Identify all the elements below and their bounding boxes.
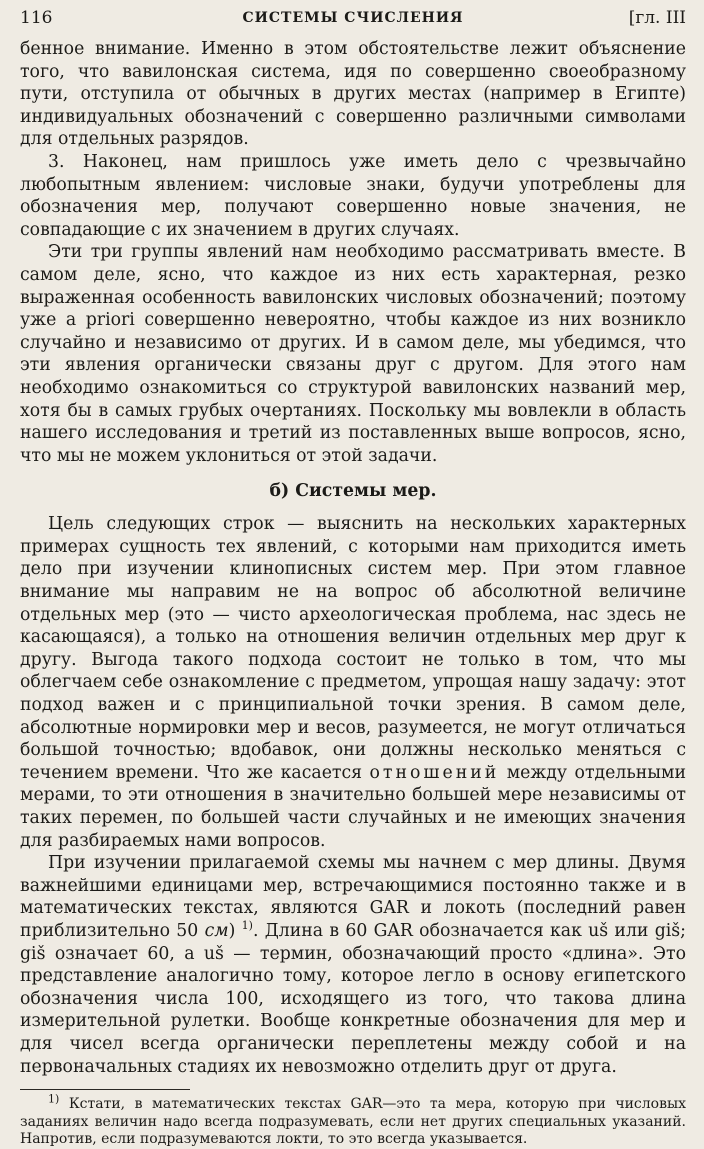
paragraph-purpose — [20, 513, 686, 852]
paragraph-purpose-text-end: между отдельными мерами, то эти отношения в значительно большей мере независимы от таких перемен, по большей части случайных и не имеющих значения для разбираемых нами вопросов. — [20, 762, 686, 851]
unit-centimeter: см — [204, 920, 229, 941]
footnote-marker: 1) — [48, 1092, 60, 1106]
footnote-divider — [20, 1089, 190, 1090]
chapter-reference: [гл. III — [628, 8, 686, 28]
body-text — [20, 38, 686, 1078]
footnote-text: Кстати, в математических текстах GAR—это та мера, которую при числовых заданиях величин надо всегда подразумевать, если нет других специальных указаний. Напротив, если подразумеваются локти, то это всегда указывается. — [20, 1096, 687, 1148]
closing-parenthesis: ) — [228, 920, 236, 941]
footnote — [20, 1092, 687, 1149]
paragraph-length-measures — [20, 852, 686, 1078]
paragraph-continuation: бенное внимание. Именно в этом обстоятельстве лежит объяснение того, что вавилонская система, идя по совершенно своеобразному пути, отступила от обычных в других местах (например в Египте) индивидуальных обозначений с совершенно различными символами для отдельных разрядов. — [20, 39, 686, 150]
emphasized-word: отношений — [369, 762, 500, 783]
page-number: 116 — [20, 8, 53, 28]
section-heading: б) Системы мер. — [269, 481, 437, 502]
footnote-reference: 1) — [241, 919, 253, 933]
paragraph-three-groups: Эти три группы явлений нам необходимо рассматривать вместе. В самом деле, ясно, что каждое из них есть характерная, резко выраженная особенность вавилонских числовых обозначений; поэтому уже a priori совершенно невероятно, чтобы каждое из них возникло случайно и независимо от других. И в самом деле, мы убедимся, что эти явления органически связаны друг с другом. Для этого нам необходимо ознакомиться со структурой вавилонских названий мер, хотя бы в самых грубых очертаниях. Поскольку мы вовлекли в область нашего исследования и третий из поставленных выше вопросов, ясно, что мы не можем уклониться от этой задачи. — [20, 242, 686, 466]
running-title: СИСТЕМЫ СЧИСЛЕНИЯ — [242, 10, 464, 26]
paragraph-length-text-end: . Длина в 60 GAR обозначается как uš или giš; giš означает 60, a uš — термин, обозначающий просто «длина». Это представление аналогично тому, которое легло в основу египетского обозначения числа 100, исходящего из того, что такова длина измерительной рулетки. Вообще конкретные обозначения для мер и для чисел всегда органически переплетены между собой и на первоначальных стадиях их невозможно отделить друг от друга. — [20, 920, 686, 1077]
paragraph-purpose-text-start: Цель следующих строк — выяснить на нескольких характерных примерах сущность тех явлений, с которыми нам приходится иметь дело при изучении клинописных систем мер. При этом главное внимание мы направим не на вопрос об абсолютной величине отдельных мер (это — чисто археологическая проблема, нас здесь не касающаяся), а только на отношения величин отдельных мер друг к другу. Выгода такого подхода состоит не только в том, что мы облегчаем себе ознакомление с предметом, упрощая нашу задачу: этот подход важен и с принципиальной точки зрения. В самом деле, абсолютные нормировки мер и весов, разумеется, не могут отличаться большой точностью; вдобавок, они должны несколько меняться с течением времени. Что же касается — [20, 514, 686, 783]
running-head — [20, 8, 686, 38]
paragraph-point-3: 3. Наконец, нам пришлось уже иметь дело с чрезвычайно любопытным явлением: числовые знаки, будучи употреблены для обозначения мер, получают совершенно новые значения, не совпадающие с их значением в других случаях. — [20, 151, 686, 240]
paragraph-length-text-start: При изучении прилагаемой схемы мы начнем с мер длины. Двумя важнейшими единицами мер, встречающимися постоянно также и в математических текстах, являются GAR и локоть (последний равен приблизительно 50 — [20, 853, 686, 941]
